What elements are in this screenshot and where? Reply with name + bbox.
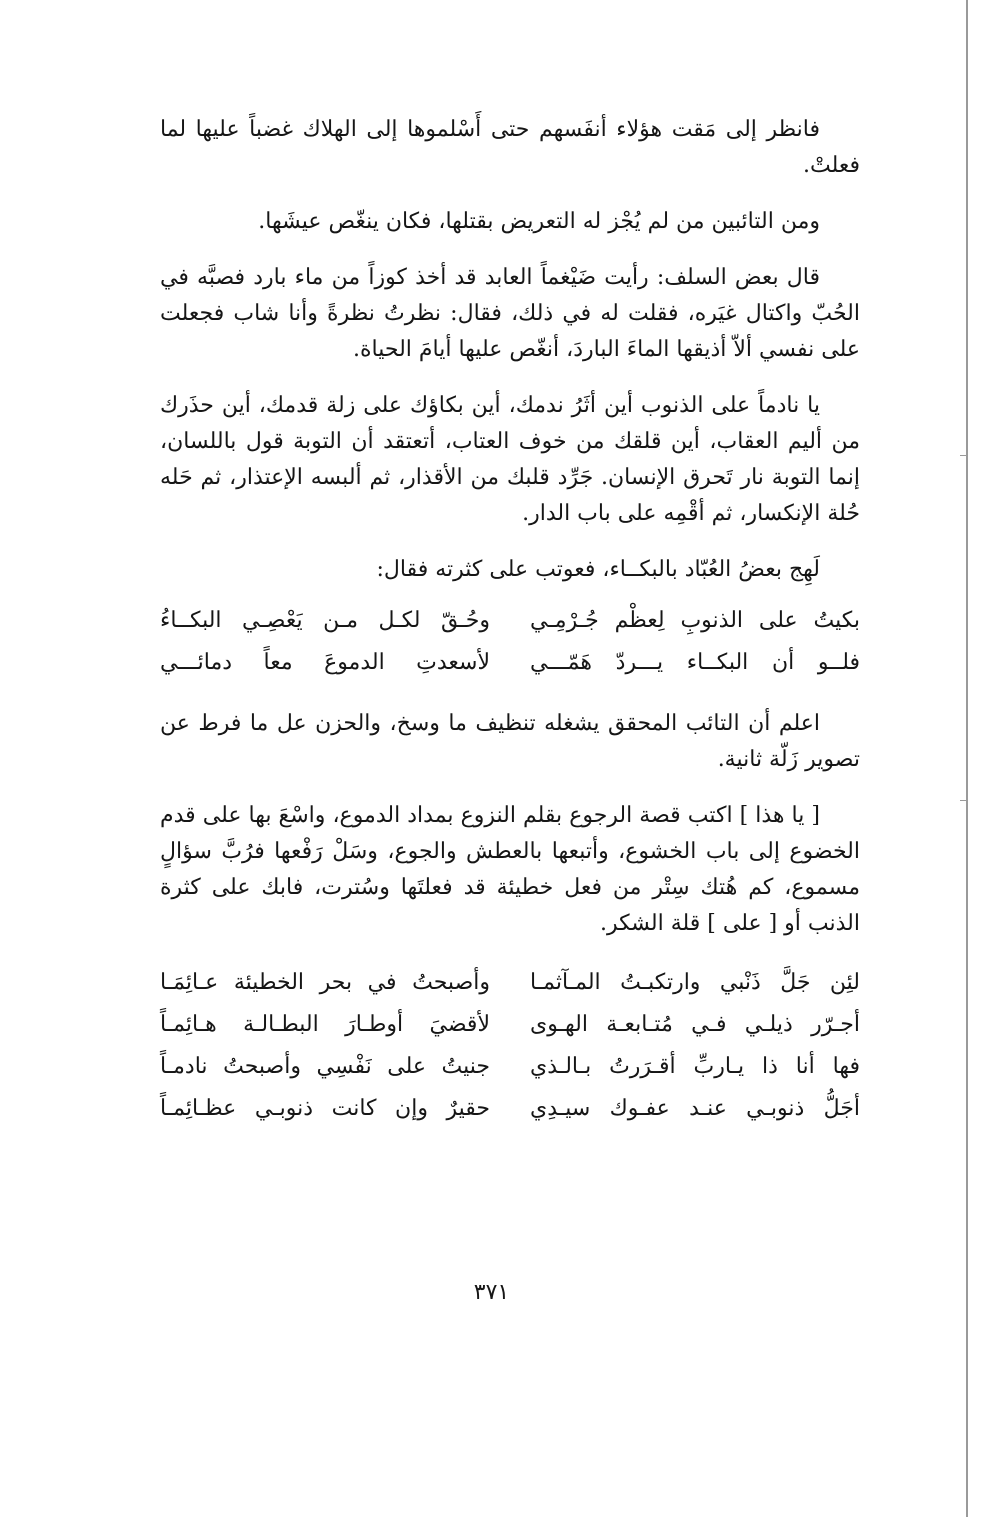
poem-line xyxy=(160,642,860,684)
paragraph-5: لَهِج بعضُ العُبّاد بالبكــاء، فعوتب على كثرته فقال: xyxy=(376,557,820,582)
hemistich-right: بكيتُ على الذنوبِ لِعظْم جُـرْمِـي xyxy=(530,608,860,633)
poem-line xyxy=(160,1046,860,1088)
paragraph-1: فانظر إلى مَقت هؤلاء أنفَسهم حتى أَسْلموها إلى الهلاك غضباً عليها لما فعلتْ. xyxy=(160,117,860,178)
scan-edge-tick xyxy=(960,455,968,456)
paragraph-4: يا نادماً على الذنوب أين أثَرُ ندمك، أين بكاؤك على زلة قدمك، أين حذَرك من أليم العقاب، أين قلقك من خوف العتاب، أتعتقد أن التوبة قول باللسان، إنما التوبة نار تَحرق الإنسان. جَرِّد قلبك من الأقذار، ثم ألبسه الإعتذار، ثم حَله حُلة الإنكسار، ثم أقْمِه على باب الدار. xyxy=(160,393,860,526)
hemistich-left: لأسعدتِ الدموعَ معاً دمائـــي xyxy=(160,650,490,675)
hemistich-right: فها أنا ذا يـاربِّ أقـرَرتُ بـالـذي xyxy=(530,1054,860,1079)
poem-line xyxy=(160,1088,860,1130)
paragraph-2: ومن التائبين من لم يُجْز له التعريض بقتلها، فكان ينغّص عيشَها. xyxy=(258,209,820,234)
poem-line xyxy=(160,600,860,642)
scan-edge-tick xyxy=(960,800,968,801)
page-number: ٣٧١ xyxy=(473,1280,510,1305)
hemistich-right: أجَلُّ ذنوبـي عنـد عفـوك سيـدِي xyxy=(530,1096,860,1121)
poem-line xyxy=(160,1004,860,1046)
hemistich-right: لئِن جَلَّ ذَنْبي وارتكبـتُ المـآثمـا xyxy=(530,970,860,995)
hemistich-left: وأصبحتُ في بحر الخطيئة عـائِمَـا xyxy=(160,970,490,995)
poem-1 xyxy=(160,600,860,684)
paragraph-7: [ يا هذا ] اكتب قصة الرجوع بقلم النزوع بمداد الدموع، واسْعَ بها على قدم الخضوع إلى باب الخشوع، وأتبعها بالعطش والجوع، وسَلْ رَفْعها فرُبَّ سؤالٍ مسموع، كم هُتك سِتْر من فعل خطيئة قد فعلتَها وسُترت، فابك على كثرة الذنب أو [ على ] قلة الشكر. xyxy=(160,803,860,936)
paragraph-6: اعلم أن التائب المحقق يشغله تنظيف ما وسخ، والحزن عل ما فرط عن تصوير زَلّة ثانية. xyxy=(160,711,860,772)
paragraph-3: قال بعض السلف: رأيت ضَيْغماً العابد قد أخذ كوزاً من ماء بارد فصبَّه في الحُبّ واكتال غيَره، فقلت له في ذلك، فقال: نظرتُ نظرةً وأنا شاب فجعلت على نفسي ألاّ أذيقها الماءَ الباردَ، أنغّص عليها أيامَ الحياة. xyxy=(160,265,860,362)
page-body xyxy=(160,112,860,1152)
poem-line xyxy=(160,962,860,1004)
hemistich-right: أجـرّر ذيلـي فـي مُتـابعـة الهـوى xyxy=(530,1012,860,1037)
hemistich-left: حقيرٌ وإن كانت ذنوبـي عظـائِمـاً xyxy=(160,1096,490,1121)
hemistich-left: جنيتُ على نَفْسِي وأصبحتُ نادمـاً xyxy=(160,1054,490,1079)
hemistich-right: فلــو أن البكــاء يـــردّ هَمّـــي xyxy=(530,650,860,675)
hemistich-left: وحُـقّ لكـل مـن يَعْصِـي البكــاءُ xyxy=(160,608,490,633)
poem-2 xyxy=(160,962,860,1130)
hemistich-left: لأقضيَ أوطـارَ البطـالـة هـائِمـاً xyxy=(160,1012,490,1037)
